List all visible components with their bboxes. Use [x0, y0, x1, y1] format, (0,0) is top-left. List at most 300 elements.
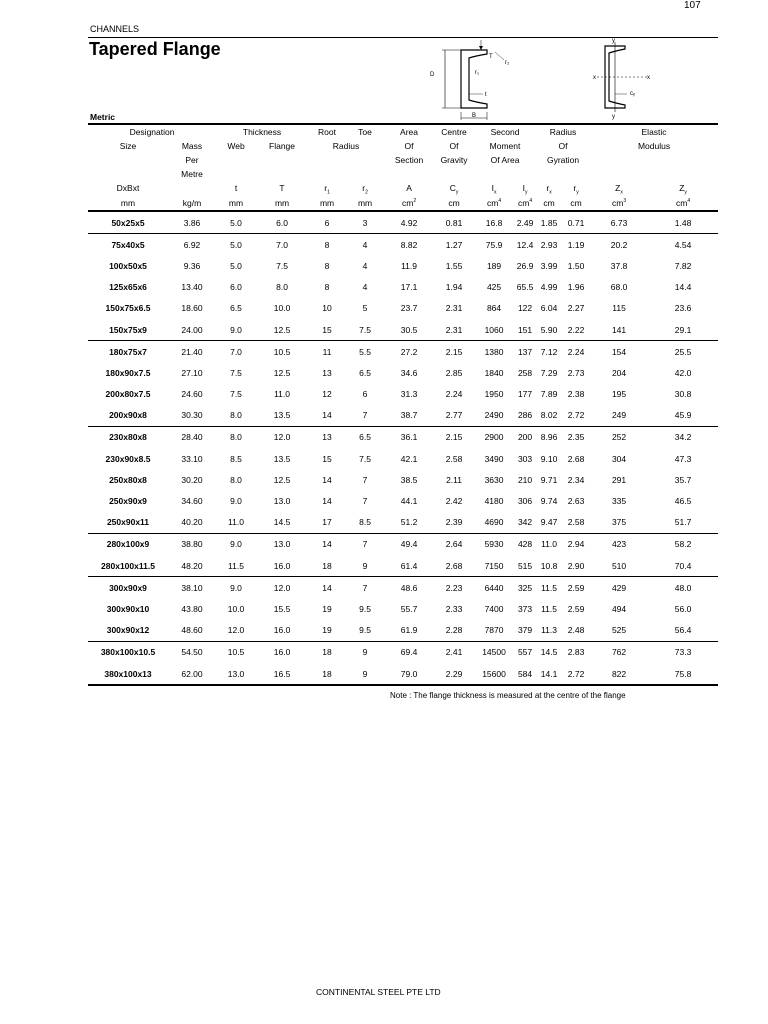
cell-flange: 13.0 [273, 496, 291, 507]
cell-mass: 30.30 [168, 405, 216, 427]
symbol-iy: $I_y$ [522, 183, 528, 195]
header-sub-row-2 [88, 153, 718, 167]
table-row [88, 533, 718, 555]
cell-r2: 7 [362, 582, 368, 593]
table-row [88, 469, 718, 490]
table-row [88, 319, 718, 341]
cell-iy: 584 [514, 663, 536, 685]
cell-web: 9.0 [230, 582, 242, 593]
cell-size: 100x50x5 [109, 260, 147, 271]
cell-r2: 5.5 [359, 346, 371, 357]
cell-r1: 10 [322, 303, 332, 314]
cell-ix: 4180 [484, 496, 504, 507]
cell-cy: 2.29 [434, 663, 474, 685]
header-of-area: Of Area [490, 155, 520, 165]
cell-r2: 9 [346, 663, 384, 685]
cell-r1: 15 [308, 319, 346, 341]
unit-flange: mm [256, 195, 308, 211]
cell-area: 30.5 [384, 319, 434, 341]
cell-iy: 515 [514, 555, 536, 577]
cell-mass: 38.10 [181, 582, 203, 593]
cell-r1: 8 [324, 260, 330, 271]
cell-flange: 12.5 [273, 474, 291, 485]
unit-r2: mm [346, 195, 384, 211]
depth-label: D [430, 72, 435, 78]
cell-r2: 4 [362, 239, 368, 250]
cell-zy: 46.5 [674, 496, 692, 507]
symbol-row [88, 181, 718, 195]
header-sub-row-3 [88, 167, 718, 181]
cell-ry: 1.50 [567, 260, 585, 271]
header-flange: Flange [269, 141, 296, 151]
cell-web: 5.0 [230, 260, 242, 271]
cell-area: 36.1 [400, 432, 418, 443]
cell-zy: 56.4 [648, 620, 718, 642]
cell-rx: 7.12 [540, 346, 558, 357]
cell-web: 7.5 [230, 367, 242, 378]
cell-area: 38.7 [384, 405, 434, 427]
cell-r1: 12 [322, 389, 332, 400]
cell-zx: 494 [611, 603, 627, 614]
cell-web: 6.5 [230, 303, 242, 314]
cell-ix: 4690 [474, 512, 514, 534]
cell-ix: 16.8 [474, 211, 514, 234]
cell-rx: 11.5 [541, 603, 557, 614]
symbol-T: T [279, 183, 285, 193]
cell-area: 49.4 [400, 539, 418, 550]
cell-rx: 6.04 [540, 303, 558, 314]
table-row [88, 641, 718, 663]
cell-mass: 40.20 [168, 512, 216, 534]
cell-area: 34.6 [400, 367, 418, 378]
table-row [88, 448, 718, 469]
cell-r2: 3 [346, 211, 384, 234]
cell-ry: 2.73 [567, 367, 585, 378]
cell-area: 79.0 [384, 663, 434, 685]
cell-rx: 9.74 [540, 496, 558, 507]
cell-ix: 189 [486, 260, 502, 271]
table-row [88, 298, 718, 319]
unit-area: $cm^2$ [384, 195, 434, 211]
cell-r1: 19 [308, 620, 346, 642]
table-row [88, 277, 718, 298]
cell-size: 300x90x9 [109, 582, 147, 593]
unit-row [88, 195, 718, 211]
cell-cy: 2.15 [445, 432, 463, 443]
cell-rx: 7.29 [540, 367, 558, 378]
cell-rx: 4.99 [540, 282, 558, 293]
cell-web: 9.0 [230, 539, 242, 550]
cell-area: 61.9 [384, 620, 434, 642]
unit-rx: cm [536, 195, 562, 211]
header-area: Area [400, 127, 419, 137]
cell-rx: 3.99 [540, 260, 558, 271]
cell-web: 8.0 [230, 432, 242, 443]
cell-rx: 1.85 [536, 211, 562, 234]
cell-ix: 14500 [482, 647, 506, 658]
unit-web: mm [216, 195, 256, 211]
cell-rx: 14.1 [536, 663, 562, 685]
cell-mass: 13.40 [181, 282, 203, 293]
cell-size: 75x40x5 [111, 239, 145, 250]
cell-flange: 13.5 [273, 453, 291, 464]
table-row [88, 577, 718, 599]
header-mass: Mass [181, 141, 203, 151]
cell-r1: 13 [322, 367, 332, 378]
cell-flange: 10.5 [273, 346, 291, 357]
cell-r1: 19 [322, 603, 332, 614]
cell-ix: 1840 [484, 367, 504, 378]
cell-iy: 325 [517, 582, 533, 593]
cell-size: 200x90x8 [88, 405, 168, 427]
cell-zx: 37.8 [610, 260, 628, 271]
cell-ix: 75.9 [485, 239, 503, 250]
cell-mass: 24.60 [181, 389, 203, 400]
cell-iy: 303 [517, 453, 533, 464]
cell-r1: 14 [308, 405, 346, 427]
cell-flange: 16.0 [273, 647, 291, 658]
cell-flange: 12.5 [273, 367, 291, 378]
cell-zy: 23.6 [674, 303, 692, 314]
cell-zx: 304 [611, 453, 627, 464]
header-web: Web [227, 141, 245, 151]
table-row [88, 620, 718, 642]
cell-cy: 2.58 [445, 453, 463, 464]
cell-r2: 7.5 [346, 319, 384, 341]
cell-cy: 2.33 [445, 603, 463, 614]
cell-ix: 7400 [484, 603, 504, 614]
cell-web: 11.5 [216, 555, 256, 577]
cell-size: 250x90x11 [88, 512, 168, 534]
table-row [88, 405, 718, 427]
cell-zy: 4.54 [674, 239, 692, 250]
cell-r2: 7 [362, 474, 368, 485]
cell-cy: 1.55 [445, 260, 463, 271]
cell-ry: 2.94 [567, 539, 585, 550]
cell-ix: 1950 [484, 389, 504, 400]
cell-web: 5.0 [216, 211, 256, 234]
cell-mass: 3.86 [168, 211, 216, 234]
cell-cy: 2.24 [445, 389, 463, 400]
header-mass-per: Per [185, 155, 199, 165]
cell-mass: 54.50 [181, 647, 203, 658]
cell-r2: 9.5 [359, 603, 371, 614]
cell-mass: 9.36 [183, 260, 201, 271]
cell-mass: 48.60 [168, 620, 216, 642]
cell-mass: 27.10 [181, 367, 203, 378]
cell-ix: 864 [486, 303, 502, 314]
cell-r1: 15 [322, 453, 332, 464]
cell-ry: 2.59 [567, 582, 585, 593]
cell-rx: 11.3 [536, 620, 562, 642]
cell-area: 17.1 [400, 282, 418, 293]
cell-iy: 373 [517, 603, 533, 614]
cell-flange: 6.0 [256, 211, 308, 234]
unit-ix: $cm^4$ [474, 195, 514, 211]
cell-r1: 18 [322, 647, 332, 658]
symbol-cy: $C_y$ [449, 183, 459, 195]
cell-rx: 2.93 [540, 239, 558, 250]
cell-size: 250x90x9 [109, 496, 147, 507]
cell-ry: 2.90 [562, 555, 590, 577]
cell-flange: 16.5 [256, 663, 308, 685]
cell-ry: 2.22 [562, 319, 590, 341]
cell-zx: 68.0 [610, 282, 628, 293]
root-radius-label: r₁ [475, 70, 480, 76]
cell-mass: 30.20 [181, 474, 203, 485]
cell-ry: 0.71 [562, 211, 590, 234]
cell-r1: 11 [322, 346, 332, 357]
cell-ix: 3630 [484, 474, 504, 485]
cell-ry: 2.72 [562, 405, 590, 427]
cell-area: 48.6 [400, 582, 418, 593]
unit-r1: mm [308, 195, 346, 211]
cell-area: 11.9 [401, 260, 417, 271]
cell-ry: 2.24 [567, 346, 585, 357]
cell-ry: 1.96 [567, 282, 585, 293]
cell-r2: 9.5 [346, 620, 384, 642]
toe-radius-label: r₂ [505, 60, 510, 66]
cell-cy: 1.27 [445, 239, 463, 250]
cell-mass: 43.80 [181, 603, 203, 614]
cell-zy: 25.5 [674, 346, 692, 357]
cell-area: 4.92 [384, 211, 434, 234]
cell-zx: 423 [611, 539, 627, 550]
cell-flange: 12.5 [256, 319, 308, 341]
cell-iy: 122 [517, 303, 533, 314]
cell-r1: 8 [324, 239, 330, 250]
unit-ry: cm [562, 195, 590, 211]
cell-cy: 2.85 [445, 367, 463, 378]
header-toe: Toe [358, 127, 372, 137]
cell-zy: 1.48 [648, 211, 718, 234]
cell-area: 8.82 [400, 239, 418, 250]
cell-ix: 3490 [484, 453, 504, 464]
cell-zy: 35.7 [674, 474, 692, 485]
cell-size: 180x90x7.5 [105, 367, 151, 378]
unit-size: mm [88, 195, 168, 211]
cell-zx: 375 [590, 512, 648, 534]
header-group-row [88, 125, 718, 139]
cell-iy: 2.49 [514, 211, 536, 234]
table-row [88, 512, 718, 534]
cell-web: 11.0 [216, 512, 256, 534]
cell-zy: 75.8 [648, 663, 718, 685]
cell-zy: 34.2 [674, 432, 692, 443]
web-thickness-label: t [485, 92, 487, 98]
header-root: Root [318, 127, 337, 137]
cell-r2: 7 [362, 539, 368, 550]
cell-r2: 7 [362, 496, 368, 507]
section-label: CHANNELS [90, 24, 140, 34]
cell-ix: 1380 [484, 346, 504, 357]
cell-r2: 7.5 [359, 453, 371, 464]
unit-zx: $cm^3$ [590, 195, 648, 211]
cell-zx: 525 [590, 620, 648, 642]
cell-ix: 2900 [484, 432, 504, 443]
header-sub-row-1 [88, 139, 718, 153]
header-size: Size [119, 141, 137, 151]
cell-zy: 47.3 [674, 453, 692, 464]
cell-iy: 137 [517, 346, 533, 357]
cell-flange: 7.5 [276, 260, 288, 271]
cell-rx: 8.96 [540, 432, 558, 443]
cell-r1: 18 [308, 663, 346, 685]
table-row [88, 384, 718, 405]
cell-flange: 8.0 [276, 282, 288, 293]
cell-iy: 286 [514, 405, 536, 427]
header-second: Second [490, 127, 520, 137]
cell-r1: 14 [322, 582, 332, 593]
unit-zy: $cm^4$ [648, 195, 718, 211]
channel-outline [461, 50, 487, 108]
table-row [88, 663, 718, 685]
cell-ix: 2490 [474, 405, 514, 427]
cell-size: 230x90x8.5 [105, 453, 151, 464]
table-row [88, 490, 718, 511]
cell-r2: 9 [362, 647, 368, 658]
cell-ix: 425 [486, 282, 502, 293]
cell-r2: 6 [362, 389, 368, 400]
unit-mass: kg/m [168, 195, 216, 211]
cell-rx: 8.02 [536, 405, 562, 427]
cell-flange: 10.0 [273, 303, 291, 314]
cell-area: 27.2 [400, 346, 418, 357]
x-axis-label-left: x [593, 75, 596, 81]
cell-rx: 9.10 [540, 453, 558, 464]
cell-size: 200x80x7.5 [105, 389, 151, 400]
cell-zy: 29.1 [648, 319, 718, 341]
cell-zx: 204 [611, 367, 627, 378]
cell-web: 6.0 [230, 282, 242, 293]
header-centre-gravity: Gravity [440, 155, 468, 165]
cell-cy: 2.68 [434, 555, 474, 577]
table-row [88, 598, 718, 619]
cell-mass: 21.40 [181, 346, 203, 357]
symbol-A: A [406, 183, 412, 193]
symbol-t: t [234, 183, 238, 193]
flange-thickness-label: T [489, 54, 493, 60]
cell-web: 8.0 [216, 405, 256, 427]
cell-zy: 56.0 [674, 603, 692, 614]
cell-zx: 291 [611, 474, 627, 485]
cell-zy: 51.7 [648, 512, 718, 534]
cell-iy: 151 [514, 319, 536, 341]
cell-flange: 13.5 [256, 405, 308, 427]
cell-r1: 8 [324, 282, 330, 293]
cell-zx: 510 [590, 555, 648, 577]
page-number: 107 [684, 0, 701, 11]
cell-ry: 2.38 [567, 389, 585, 400]
header-elastic: Elastic [641, 127, 667, 137]
cell-cy: 0.81 [434, 211, 474, 234]
cell-cy: 2.42 [445, 496, 463, 507]
cell-rx: 14.5 [540, 647, 558, 658]
cell-mass: 6.92 [183, 239, 201, 250]
cell-zy: 58.2 [674, 539, 692, 550]
cell-cy: 2.39 [434, 512, 474, 534]
cell-size: 150x75x6.5 [105, 303, 151, 314]
header-gyration: Gyration [546, 155, 580, 165]
cell-mass: 48.20 [168, 555, 216, 577]
table-row [88, 234, 718, 256]
cell-web: 7.0 [230, 346, 242, 357]
table-row [88, 341, 718, 363]
header-moment: Moment [489, 141, 521, 151]
header-mass-metre: Metre [181, 169, 203, 179]
cell-ry: 2.72 [562, 663, 590, 685]
cell-web: 12.0 [216, 620, 256, 642]
symbol-r2: $r_2$ [362, 183, 368, 195]
cell-r1: 6 [308, 211, 346, 234]
cell-size: 300x90x10 [106, 603, 150, 614]
cell-ry: 2.63 [567, 496, 585, 507]
symbol-ix: $I_x$ [491, 183, 497, 195]
channel-spec-table [88, 125, 718, 686]
cell-iy: 26.9 [516, 260, 534, 271]
centroid-distance-label: cᵧ [630, 91, 635, 97]
system-label: Metric [90, 112, 116, 122]
cell-web: 8.5 [230, 453, 242, 464]
cell-zx: 115 [612, 303, 626, 314]
symbol-size: DxBxt [116, 183, 140, 193]
cell-area: 31.3 [400, 389, 418, 400]
cell-ry: 2.59 [567, 603, 585, 614]
cell-zy: 14.4 [674, 282, 692, 293]
cell-iy: 258 [517, 367, 533, 378]
cell-size: 230x80x8 [109, 432, 147, 443]
cell-size: 380x100x13 [88, 663, 168, 685]
cell-zx: 429 [611, 582, 627, 593]
cell-mass: 28.40 [181, 432, 203, 443]
cell-ry: 2.27 [567, 303, 585, 314]
symbol-ry: $r_y$ [573, 183, 579, 195]
cell-cy: 2.31 [445, 303, 463, 314]
header-centre-of: Of [449, 141, 459, 151]
cell-area: 69.4 [400, 647, 418, 658]
cell-flange: 16.0 [256, 620, 308, 642]
cell-mass: 24.00 [168, 319, 216, 341]
cell-size: 380x100x10.5 [100, 647, 156, 658]
cell-cy: 2.11 [446, 474, 462, 485]
header-centre: Centre [441, 127, 467, 137]
header-area-of: Of [404, 141, 414, 151]
cell-web: 9.0 [216, 319, 256, 341]
cell-cy: 2.77 [434, 405, 474, 427]
cell-rx: 10.8 [536, 555, 562, 577]
cell-ix: 7870 [474, 620, 514, 642]
cell-flange: 14.5 [256, 512, 308, 534]
cell-zx: 249 [590, 405, 648, 427]
cell-zy: 30.8 [674, 389, 692, 400]
cell-r2: 5 [362, 303, 368, 314]
unit-iy: $cm^4$ [514, 195, 536, 211]
cell-web: 9.0 [230, 496, 242, 507]
cell-iy: 557 [517, 647, 533, 658]
cell-cy: 2.64 [445, 539, 463, 550]
cell-area: 23.7 [400, 303, 418, 314]
cell-web: 7.5 [230, 389, 242, 400]
cell-cy: 2.28 [434, 620, 474, 642]
cell-cy: 1.94 [445, 282, 463, 293]
cell-area: 51.2 [384, 512, 434, 534]
cell-mass: 33.10 [181, 453, 203, 464]
cell-rx: 9.47 [536, 512, 562, 534]
cell-iy: 210 [517, 474, 533, 485]
cell-area: 61.4 [384, 555, 434, 577]
table-body [88, 211, 718, 685]
cell-r2: 9 [346, 555, 384, 577]
